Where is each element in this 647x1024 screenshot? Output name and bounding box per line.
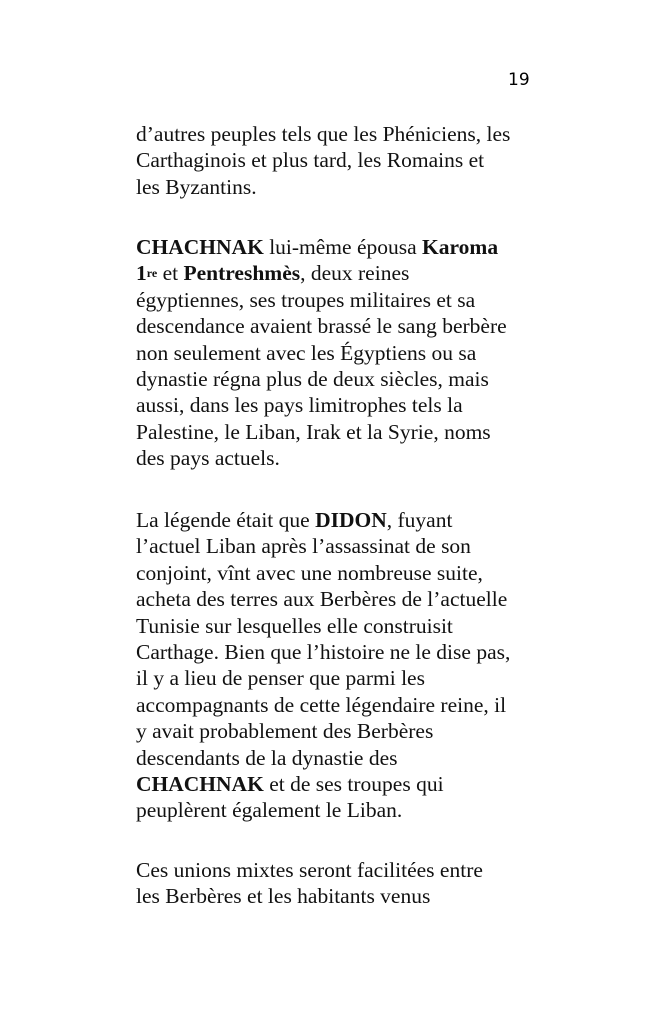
text-line: d’autres peuples tels que les Phéniciens, les — [136, 122, 511, 146]
paragraph-2 — [136, 234, 556, 472]
text-line — [136, 507, 556, 533]
text-line: dynastie régna plus de deux siècles, mais — [136, 367, 489, 392]
paragraph-1 — [136, 121, 556, 200]
text-run: La légende était que — [136, 508, 316, 532]
text-run: , fuyant — [386, 508, 453, 532]
name-karoma: Karoma — [422, 235, 499, 259]
text-line: accompagnants de cette légendaire reine, il — [136, 692, 507, 717]
paragraph-3 — [136, 507, 556, 824]
text-line: y avait probablement des Berbères — [136, 719, 434, 744]
text-line: égyptiennes, ses troupes militaires et sa — [136, 287, 476, 312]
text-line: des pays actuels. — [136, 446, 280, 471]
text-line: les Berbères et les habitants venus — [136, 884, 431, 909]
text-line — [136, 234, 556, 260]
text-line: Carthage. Bien que l’histoire ne le dise pas, — [136, 640, 511, 665]
text-line: descendants de la dynastie des — [136, 745, 398, 770]
text-line: aussi, dans les pays limitrophes tels la — [136, 393, 463, 418]
text-run: , deux reines — [300, 261, 410, 286]
text-line: Carthaginois et plus tard, les Romains et — [136, 148, 485, 173]
paragraph-4 — [136, 857, 556, 910]
text-line: descendance avaient brassé le sang berbère — [136, 314, 507, 339]
text-line: les Byzantins. — [136, 174, 257, 199]
text-line: Tunisie sur lesquelles elle construisit — [136, 613, 453, 638]
text-line: Palestine, le Liban, Irak et la Syrie, noms — [136, 419, 491, 444]
text-line: Ces unions mixtes seront facilitées entre — [136, 858, 483, 882]
name-chachnak: CHACHNAK — [136, 235, 264, 259]
ordinal-suffix: re — [146, 266, 158, 281]
name-chachnak: CHACHNAK — [136, 772, 264, 797]
text-line: acheta des terres aux Berbères de l’actuelle — [136, 587, 508, 612]
text-line: il y a lieu de penser que parmi les — [136, 666, 425, 691]
text-line: l’actuel Liban après l’assassinat de son — [136, 534, 471, 559]
text-line — [136, 771, 556, 797]
text-line — [136, 260, 556, 286]
ordinal-number: 1 — [136, 261, 147, 286]
page-number: 19 — [508, 70, 530, 90]
text-run: et — [157, 261, 184, 286]
text-run: lui-même épousa — [263, 235, 423, 259]
text-line: conjoint, vînt avec une nombreuse suite, — [136, 560, 483, 585]
text-line: peuplèrent également le Liban. — [136, 798, 403, 823]
name-didon: DIDON — [315, 508, 387, 532]
text-line: non seulement avec les Égyptiens ou sa — [136, 340, 477, 365]
text-run: et de ses troupes qui — [263, 772, 444, 797]
name-pentreshmes: Pentreshmès — [183, 261, 301, 286]
